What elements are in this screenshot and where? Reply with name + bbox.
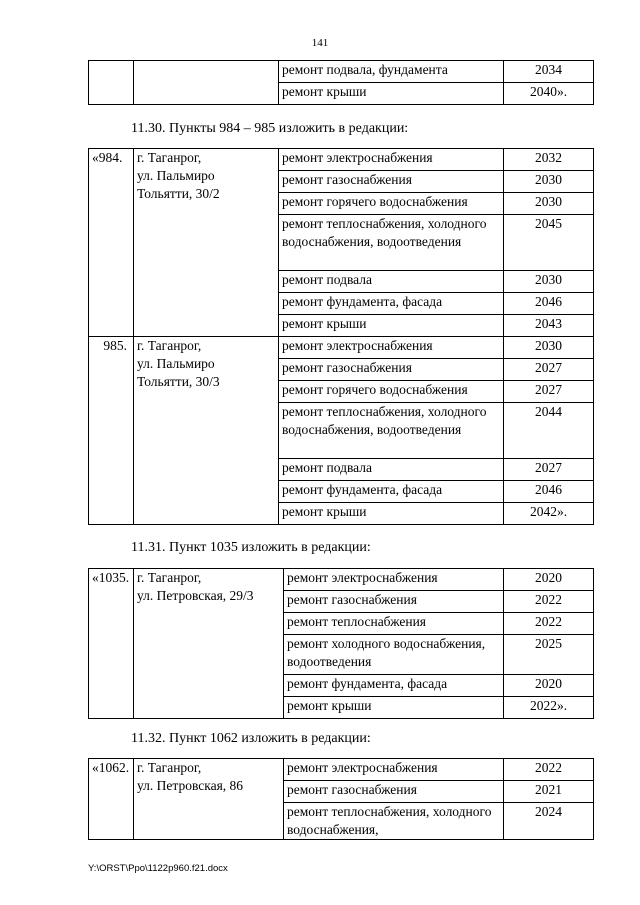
year-cell: 2030 xyxy=(504,193,594,215)
year-cell: 2030 xyxy=(504,171,594,193)
paragraph-11-32: 11.32. Пункт 1062 изложить в редакции: xyxy=(131,731,371,746)
paragraph-11-31: 11.31. Пункт 1035 изложить в редакции: xyxy=(131,540,371,555)
work-cell: ремонт газоснабжения xyxy=(279,171,504,193)
address-line: г. Таганрог, xyxy=(137,150,202,165)
year-cell: 2025 xyxy=(504,635,594,675)
year-cell: 2020 xyxy=(504,569,594,591)
year-cell: 2044 xyxy=(504,403,594,459)
num-cell: «1035. xyxy=(89,569,134,719)
work-cell: ремонт горячего водоснабжения xyxy=(279,193,504,215)
address-line: г. Таганрог, xyxy=(137,338,202,353)
table-items-984-985 xyxy=(88,148,594,525)
address-cell xyxy=(134,61,279,105)
year-cell: 2040». xyxy=(504,83,594,105)
work-cell: ремонт горячего водоснабжения xyxy=(279,381,504,403)
year-cell: 2043 xyxy=(504,315,594,337)
year-cell: 2030 xyxy=(504,271,594,293)
address-line: Тольятти, 30/2 xyxy=(137,186,220,201)
work-cell: ремонт фундамента, фасада xyxy=(284,675,504,697)
work-cell: ремонт теплоснабжения, холодного водоснабжения, xyxy=(284,803,504,840)
year-cell: 2020 xyxy=(504,675,594,697)
work-cell: ремонт газоснабжения xyxy=(279,359,504,381)
year-cell: 2034 xyxy=(504,61,594,83)
group-984 xyxy=(89,149,594,337)
year-cell: 2046 xyxy=(504,293,594,315)
work-cell: ремонт газоснабжения xyxy=(284,591,504,613)
work-cell: ремонт теплоснабжения, холодного водоснабжения, водоотведения xyxy=(279,215,504,271)
address-line: г. Таганрог, xyxy=(137,570,202,585)
year-cell: 2030 xyxy=(504,337,594,359)
year-cell: 2045 xyxy=(504,215,594,271)
year-cell: 2022 xyxy=(504,759,594,781)
year-cell: 2022 xyxy=(504,591,594,613)
year-cell: 2027 xyxy=(504,459,594,481)
address-cell xyxy=(134,759,284,840)
year-cell: 2046 xyxy=(504,481,594,503)
paragraph-11-30: 11.30. Пункты 984 – 985 изложить в редакции: xyxy=(131,121,409,136)
year-cell: 2021 xyxy=(504,781,594,803)
num-cell: «1062. xyxy=(89,759,134,840)
year-cell: 2022». xyxy=(504,697,594,719)
work-cell: ремонт крыши xyxy=(279,315,504,337)
work-cell: ремонт газоснабжения xyxy=(284,781,504,803)
work-cell: ремонт крыши xyxy=(284,697,504,719)
address-line: Тольятти, 30/3 xyxy=(137,374,220,389)
work-cell: ремонт электроснабжения xyxy=(279,337,504,359)
address-cell xyxy=(134,337,279,525)
year-cell: 2024 xyxy=(504,803,594,840)
footer-file-path: Y:\ORST\Ppo\1122p960.f21.docx xyxy=(88,863,228,874)
work-cell: ремонт фундамента, фасада xyxy=(279,481,504,503)
work-cell: ремонт электроснабжения xyxy=(284,759,504,781)
address-line: ул. Пальмиро xyxy=(137,168,215,183)
address-line: ул. Петровская, 86 xyxy=(137,778,244,793)
year-cell: 2027 xyxy=(504,381,594,403)
address-cell xyxy=(134,569,284,719)
table-continuation xyxy=(88,60,594,105)
table-item-1062 xyxy=(88,758,594,840)
address-cell xyxy=(134,149,279,337)
work-cell: ремонт теплоснабжения, холодного водоснабжения, водоотведения xyxy=(279,403,504,459)
work-cell: ремонт теплоснабжения xyxy=(284,613,504,635)
address-line: г. Таганрог, xyxy=(137,760,202,775)
group-985 xyxy=(89,337,594,525)
year-cell: 2042». xyxy=(504,503,594,525)
work-cell: ремонт подвала xyxy=(279,271,504,293)
table-item-1035 xyxy=(88,568,594,719)
page-number: 141 xyxy=(311,37,329,49)
address-line: ул. Петровская, 29/3 xyxy=(137,588,254,603)
work-cell: ремонт подвала, фундамента xyxy=(279,61,504,83)
year-cell: 2032 xyxy=(504,149,594,171)
num-cell: «984. xyxy=(89,149,134,337)
num-cell xyxy=(89,61,134,105)
work-cell: ремонт электроснабжения xyxy=(279,149,504,171)
work-cell: ремонт подвала xyxy=(279,459,504,481)
address-line: ул. Пальмиро xyxy=(137,356,215,371)
work-cell: ремонт фундамента, фасада xyxy=(279,293,504,315)
work-cell: ремонт крыши xyxy=(279,503,504,525)
work-cell: ремонт крыши xyxy=(279,83,504,105)
work-cell: ремонт электроснабжения xyxy=(284,569,504,591)
year-cell: 2022 xyxy=(504,613,594,635)
num-cell: 985. xyxy=(89,337,134,525)
year-cell: 2027 xyxy=(504,359,594,381)
work-cell: ремонт холодного водоснабжения, водоотведения xyxy=(284,635,504,675)
